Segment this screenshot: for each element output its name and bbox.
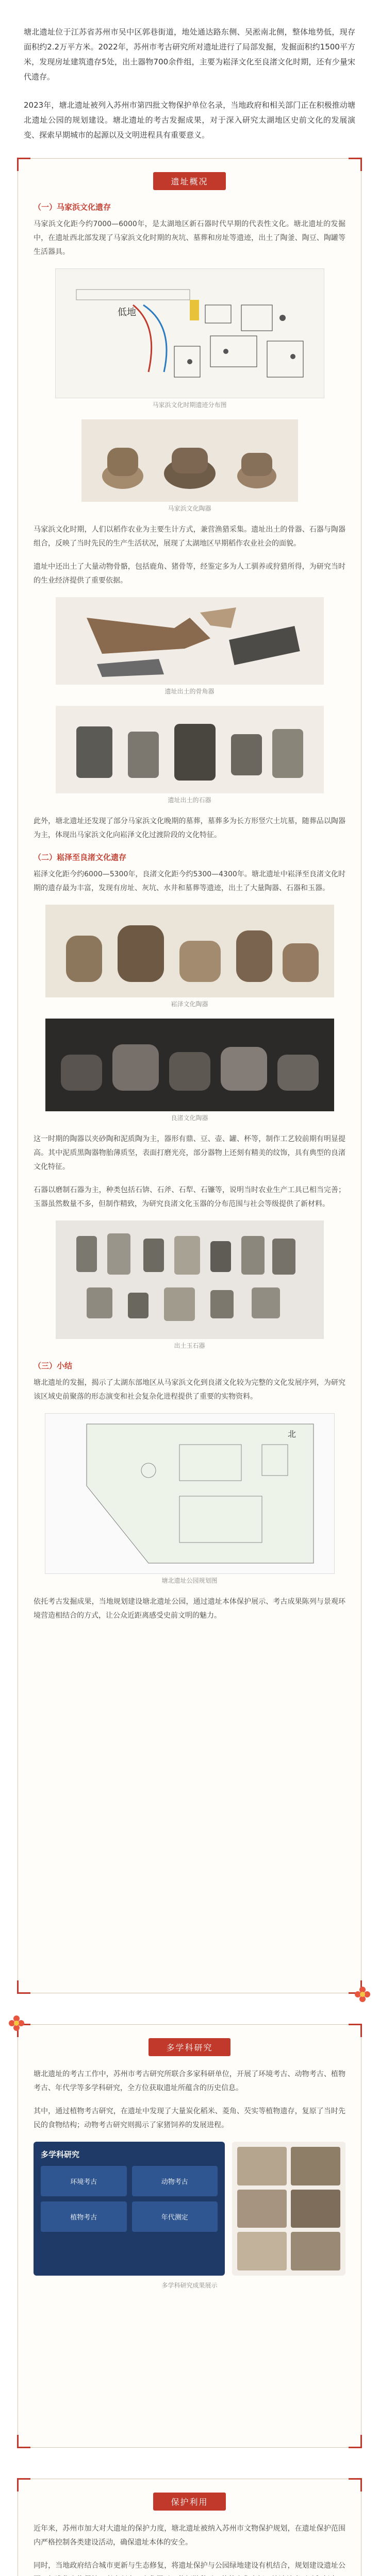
figure-caption: 出土玉石器 xyxy=(174,1342,205,1349)
figure-caption: 遗址出土的骨角器 xyxy=(164,688,215,695)
section-title: 遗址概况 xyxy=(153,172,225,190)
body-paragraph: 这一时期的陶器以夹砂陶和泥质陶为主，器形有鼎、豆、壶、罐、杯等，制作工艺较前期有明显提高。其中泥质黑陶器物胎薄质坚，表面打磨光亮，部分器物上还刻有精美的纹饰，具有典型的良渚文化特征。 xyxy=(34,1135,345,1171)
section-title: 保护利用 xyxy=(153,2493,225,2511)
figure-caption: 遗址出土的石器 xyxy=(168,796,211,804)
subsection-title: （二）崧泽至良渚文化遗存 xyxy=(34,853,127,862)
body-paragraph: 马家浜文化时期，人们以稻作农业为主要生计方式，兼营渔猎采集。遗址出土的骨器、石器与陶器组合，反映了当时先民的生产生活状况，展现了太湖地区早期稻作农业社会的面貌。 xyxy=(34,526,345,548)
liangzhu-pottery-photo xyxy=(45,1019,334,1111)
stone-tool-drawing xyxy=(56,706,324,793)
research-item: 环境考古 xyxy=(41,2166,127,2196)
body-paragraph: 塘北遗址的考古工作中，苏州市考古研究所联合多家科研单位，开展了环境考古、动物考古、植物考古、年代学等多学科研究，全方位获取遗址所蕴含的历史信息。 xyxy=(34,2070,345,2092)
corner-ornament xyxy=(349,158,362,171)
site-map-figure xyxy=(55,268,324,398)
body-paragraph: 塘北遗址的发掘，揭示了太湖东部地区从马家浜文化到良渚文化较为完整的文化发展序列，为研究该区域史前聚落的形态演变和社会复杂化进程提供了重要的实物资料。 xyxy=(34,1379,345,1401)
body-paragraph: 同时，当地政府结合城市更新与生态修复，将遗址保护与公园绿地建设有机结合，规划建设遗址公 xyxy=(34,2562,345,2570)
research-item: 动物考古 xyxy=(132,2166,218,2196)
section-protection xyxy=(18,2479,361,2576)
corner-ornament xyxy=(17,1980,30,1994)
songze-pottery-photo xyxy=(45,905,334,997)
subsection-title: （一）马家浜文化遗存 xyxy=(34,202,111,212)
corner-ornament xyxy=(17,2435,30,2448)
intro-section xyxy=(0,0,379,143)
body-paragraph: 遗址中还出土了大量动物骨骼，包括鹿角、猪骨等，经鉴定多为人工驯养或狩猎所得，为研究当时的生业经济提供了重要依据。 xyxy=(34,563,345,585)
figure-caption: 良渚文化陶器 xyxy=(171,1114,208,1122)
research-panel xyxy=(34,2142,225,2276)
body-paragraph: 其中，通过植物考古研究，在遗址中发现了大量炭化稻米、菱角、芡实等植物遗存，复原了当时先民的食物结构；动物考古研究则揭示了家猪饲养的发展进程。 xyxy=(34,2107,345,2129)
map-label: 低地 xyxy=(117,307,136,318)
park-plan-drawing xyxy=(45,1414,334,1573)
corner-ornament xyxy=(349,2024,362,2037)
research-panel-title: 多学科研究 xyxy=(41,2150,80,2159)
body-paragraph: 马家浜文化距今约7000—6000年，是太湖地区新石器时代早期的代表性文化。塘北遗址的发掘中，在遗址西北部发现了马家浜文化时期的灰坑、墓葬和房址等遗迹，出土了陶釜、陶豆、陶罐等生活器具。 xyxy=(34,220,345,256)
section-title: 多学科研究 xyxy=(149,2038,230,2056)
research-item: 年代测定 xyxy=(132,2201,218,2232)
figure-caption: 多学科研究成果展示 xyxy=(161,2282,218,2289)
corner-ornament xyxy=(17,158,30,171)
body-paragraph: 此外，塘北遗址还发现了部分马家浜文化晚期的墓葬，墓葬多为长方形竖穴土坑墓，随葬品以陶器为主，体现出马家浜文化向崧泽文化过渡阶段的文化特征。 xyxy=(34,817,345,839)
bone-tool-photo xyxy=(56,597,324,685)
jade-stone-photo xyxy=(56,1221,324,1339)
section-research xyxy=(18,2024,361,2448)
figure-caption: 塘北遗址公园规划图 xyxy=(161,1577,218,1584)
songze-pottery-drawing xyxy=(45,905,334,997)
flower-ornament-icon xyxy=(355,1987,370,2002)
figure-caption: 崧泽文化陶器 xyxy=(171,1001,208,1008)
pottery-drawing xyxy=(81,419,298,502)
body-paragraph: 近年来，苏州市加大对大遗址的保护力度，塘北遗址被纳入苏州市文物保护规划，在遗址保护范围内严格控制各类建设活动，确保遗址本体的安全。 xyxy=(34,2524,345,2547)
corner-ornament xyxy=(17,2478,30,2492)
flower-ornament-icon xyxy=(9,2015,24,2031)
corner-ornament xyxy=(349,2435,362,2448)
stone-tool-photo xyxy=(56,706,324,793)
body-paragraph: 依托考古发掘成果，当地规划建设塘北遗址公园，通过遗址本体保护展示、考古成果陈列与景观环境营造相结合的方式，让公众近距离感受史前文明的魅力。 xyxy=(34,1598,345,1620)
pottery-photo xyxy=(81,419,298,502)
section-site-overview xyxy=(18,158,361,1993)
bone-tool-drawing xyxy=(56,597,324,685)
north-label: 北 xyxy=(287,1429,296,1439)
intro-paragraph: 塘北遗址位于江苏省苏州市吴中区郭巷街道，地处通达路东侧、吴淞南北侧，整体地势低，现存面积约2.2万平方米。2022年，苏州市考古研究所对遗址进行了局部发掘，发掘面积约1500平方米，发现房址建筑遗存5处，出土器物700余件组，主要为崧泽文化至良渚文化时期，还有少量宋代遗存。 xyxy=(24,27,355,81)
corner-ornament xyxy=(349,2478,362,2492)
research-photo-grid xyxy=(232,2142,345,2276)
figure-caption: 马家浜文化陶器 xyxy=(168,505,211,512)
jade-stone-drawing xyxy=(56,1221,324,1339)
body-paragraph: 石器以磨制石器为主，种类包括石锛、石斧、石犁、石镰等，说明当时农业生产工具已相当完善；玉器虽然数量不多，但制作精致，为研究良渚文化玉器的分布范围与社会等级提供了新材料。 xyxy=(34,1186,345,1208)
body-paragraph: 崧泽文化距今约6000—5300年，良渚文化距今约5300—4300年。塘北遗址中崧泽至良渚文化时期的遗存最为丰富，发现有房址、灰坑、水井和墓葬等遗迹，出土了大量陶器、石器和玉器。 xyxy=(34,870,345,892)
subsection-title: （三）小结 xyxy=(34,1361,73,1370)
intro-paragraph: 2023年，塘北遗址被列入苏州市第四批文物保护单位名录，当地政府和相关部门正在积极推动塘北遗址公园的规划建设。塘北遗址的考古发掘成果，对于深入研究太湖地区史前文化的发展演变、探索早期城市的起源以及文明进程具有重要意义。 xyxy=(24,100,355,140)
figure-caption: 马家浜文化时期遗迹分布图 xyxy=(152,401,227,409)
park-plan-figure xyxy=(45,1413,335,1574)
research-item: 植物考古 xyxy=(41,2201,127,2232)
site-map-drawing xyxy=(56,269,324,398)
liangzhu-pottery-drawing xyxy=(45,1019,334,1111)
